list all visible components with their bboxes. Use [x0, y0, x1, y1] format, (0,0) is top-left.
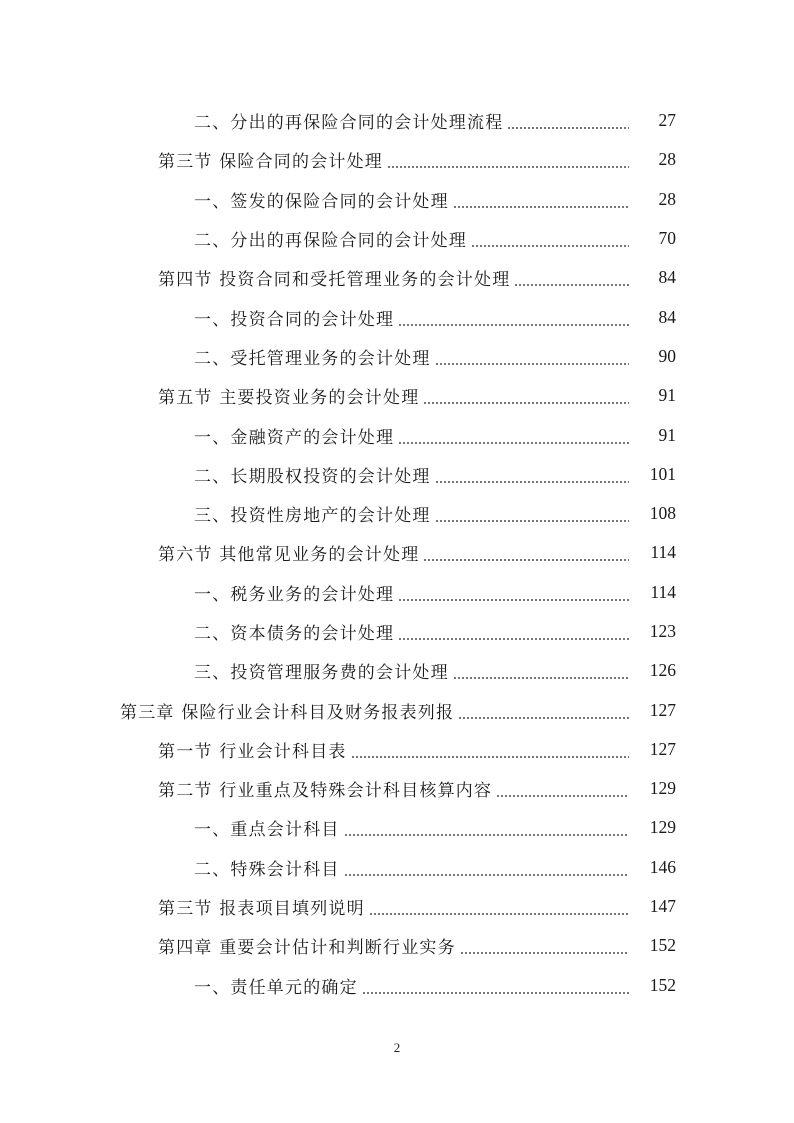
- toc-entry-title: 二、长期股权投资的会计处理: [194, 466, 431, 487]
- toc-entry-title: 一、税务业务的会计处理: [194, 584, 395, 605]
- toc-entry-page: 127: [649, 699, 676, 720]
- toc-entry-title: 一、投资合同的会计处理: [194, 309, 395, 330]
- dot-leader: [460, 937, 629, 954]
- toc-entry[interactable]: [0, 651, 794, 690]
- toc-entry-title: 第三节 报表项目填列说明: [158, 899, 365, 920]
- dot-leader: [514, 269, 629, 286]
- dot-leader: [398, 309, 629, 326]
- dot-leader: [471, 230, 629, 247]
- toc-entry-page: 152: [649, 974, 676, 995]
- toc-entry-title: 第四节 投资合同和受托管理业务的会计处理: [158, 270, 511, 291]
- toc-entry[interactable]: [0, 848, 794, 887]
- toc-entry-title: 二、受托管理业务的会计处理: [194, 348, 431, 369]
- dot-leader: [344, 819, 629, 836]
- toc-entry[interactable]: [0, 730, 794, 769]
- page-number: 2: [393, 1040, 401, 1055]
- toc-entry[interactable]: [0, 769, 794, 808]
- dot-leader: [453, 662, 629, 679]
- toc-entry[interactable]: [0, 533, 794, 572]
- toc-entry[interactable]: [0, 808, 794, 847]
- toc-entry-title: 第三章 保险行业会计科目及财务报表列报: [120, 702, 455, 723]
- toc-entry-page: 84: [658, 306, 676, 327]
- toc-entry[interactable]: [0, 415, 794, 454]
- dot-leader: [496, 780, 629, 797]
- toc-entry-page: 90: [658, 345, 676, 366]
- toc-entry-title: 三、投资管理服务费的会计处理: [194, 663, 449, 684]
- dot-leader: [398, 623, 629, 640]
- dot-leader: [398, 427, 629, 444]
- dot-leader: [435, 505, 629, 522]
- toc-entry[interactable]: [0, 455, 794, 494]
- toc-entry-title: 第六节 其他常见业务的会计处理: [158, 545, 420, 566]
- dot-leader: [369, 898, 629, 915]
- toc-entry[interactable]: [0, 101, 794, 140]
- toc-entry-page: 146: [649, 856, 676, 877]
- toc-entry[interactable]: [0, 297, 794, 336]
- toc-entry-page: 28: [658, 149, 676, 170]
- toc-entry-page: 91: [658, 385, 676, 406]
- toc-entry-title: 一、金融资产的会计处理: [194, 427, 395, 448]
- toc-entry[interactable]: [0, 140, 794, 179]
- toc-entry-title: 二、特殊会计科目: [194, 859, 340, 880]
- toc-entry-page: 108: [649, 503, 676, 524]
- dot-leader: [344, 859, 629, 876]
- toc-entry[interactable]: [0, 690, 794, 729]
- dot-leader: [435, 466, 629, 483]
- toc-entry-title: 第一节 行业会计科目表: [158, 741, 347, 762]
- toc-entry-title: 二、分出的再保险合同的会计处理: [194, 231, 467, 252]
- toc-entry-title: 二、分出的再保险合同的会计处理流程: [194, 113, 504, 134]
- dot-leader: [458, 702, 629, 719]
- toc-entry-title: 一、签发的保险合同的会计处理: [194, 191, 449, 212]
- toc-entry-page: 129: [649, 778, 676, 799]
- toc-entry[interactable]: [0, 612, 794, 651]
- toc-entry-title: 三、投资性房地产的会计处理: [194, 506, 431, 527]
- dot-leader: [351, 741, 629, 758]
- table-of-contents: [0, 101, 794, 1005]
- toc-entry-page: 101: [649, 463, 676, 484]
- toc-entry-title: 第二节 行业重点及特殊会计科目核算内容: [158, 781, 493, 802]
- toc-entry-title: 第五节 主要投资业务的会计处理: [158, 388, 420, 409]
- dot-leader: [435, 348, 629, 365]
- toc-entry-title: 二、资本债务的会计处理: [194, 624, 395, 644]
- toc-entry-page: 152: [649, 935, 676, 956]
- toc-entry-title: 第四章 重要会计估计和判断行业实务: [158, 938, 456, 959]
- dot-leader: [423, 387, 629, 404]
- toc-entry[interactable]: [0, 219, 794, 258]
- toc-entry-page: 127: [649, 738, 676, 759]
- toc-entry-page: 84: [658, 267, 676, 288]
- toc-entry-page: 70: [658, 228, 676, 249]
- toc-entry-page: 28: [658, 188, 676, 209]
- toc-entry[interactable]: [0, 494, 794, 533]
- dot-leader: [453, 191, 629, 208]
- toc-entry-title: 一、重点会计科目: [194, 820, 340, 841]
- toc-entry[interactable]: [0, 258, 794, 297]
- toc-entry[interactable]: [0, 573, 794, 612]
- toc-entry-page: 129: [649, 817, 676, 838]
- toc-entry[interactable]: [0, 966, 794, 1005]
- toc-entry-title: 一、责任单元的确定: [194, 977, 358, 998]
- toc-entry[interactable]: [0, 180, 794, 219]
- dot-leader: [362, 977, 629, 994]
- toc-entry[interactable]: [0, 337, 794, 376]
- toc-entry-page: 27: [658, 110, 676, 131]
- dot-leader: [423, 544, 629, 561]
- toc-entry-page: 91: [658, 424, 676, 445]
- toc-entry[interactable]: [0, 887, 794, 926]
- toc-entry[interactable]: [0, 926, 794, 965]
- toc-entry-page: 114: [650, 581, 676, 602]
- dot-leader: [387, 151, 629, 168]
- dot-leader: [398, 584, 629, 601]
- toc-entry-page: 114: [650, 542, 676, 563]
- toc-entry-page: 123: [649, 621, 676, 641]
- toc-entry-page: 126: [649, 660, 676, 681]
- toc-entry-title: 第三节 保险合同的会计处理: [158, 152, 384, 173]
- toc-entry-page: 147: [649, 896, 676, 917]
- dot-leader: [507, 112, 629, 129]
- toc-entry[interactable]: [0, 376, 794, 415]
